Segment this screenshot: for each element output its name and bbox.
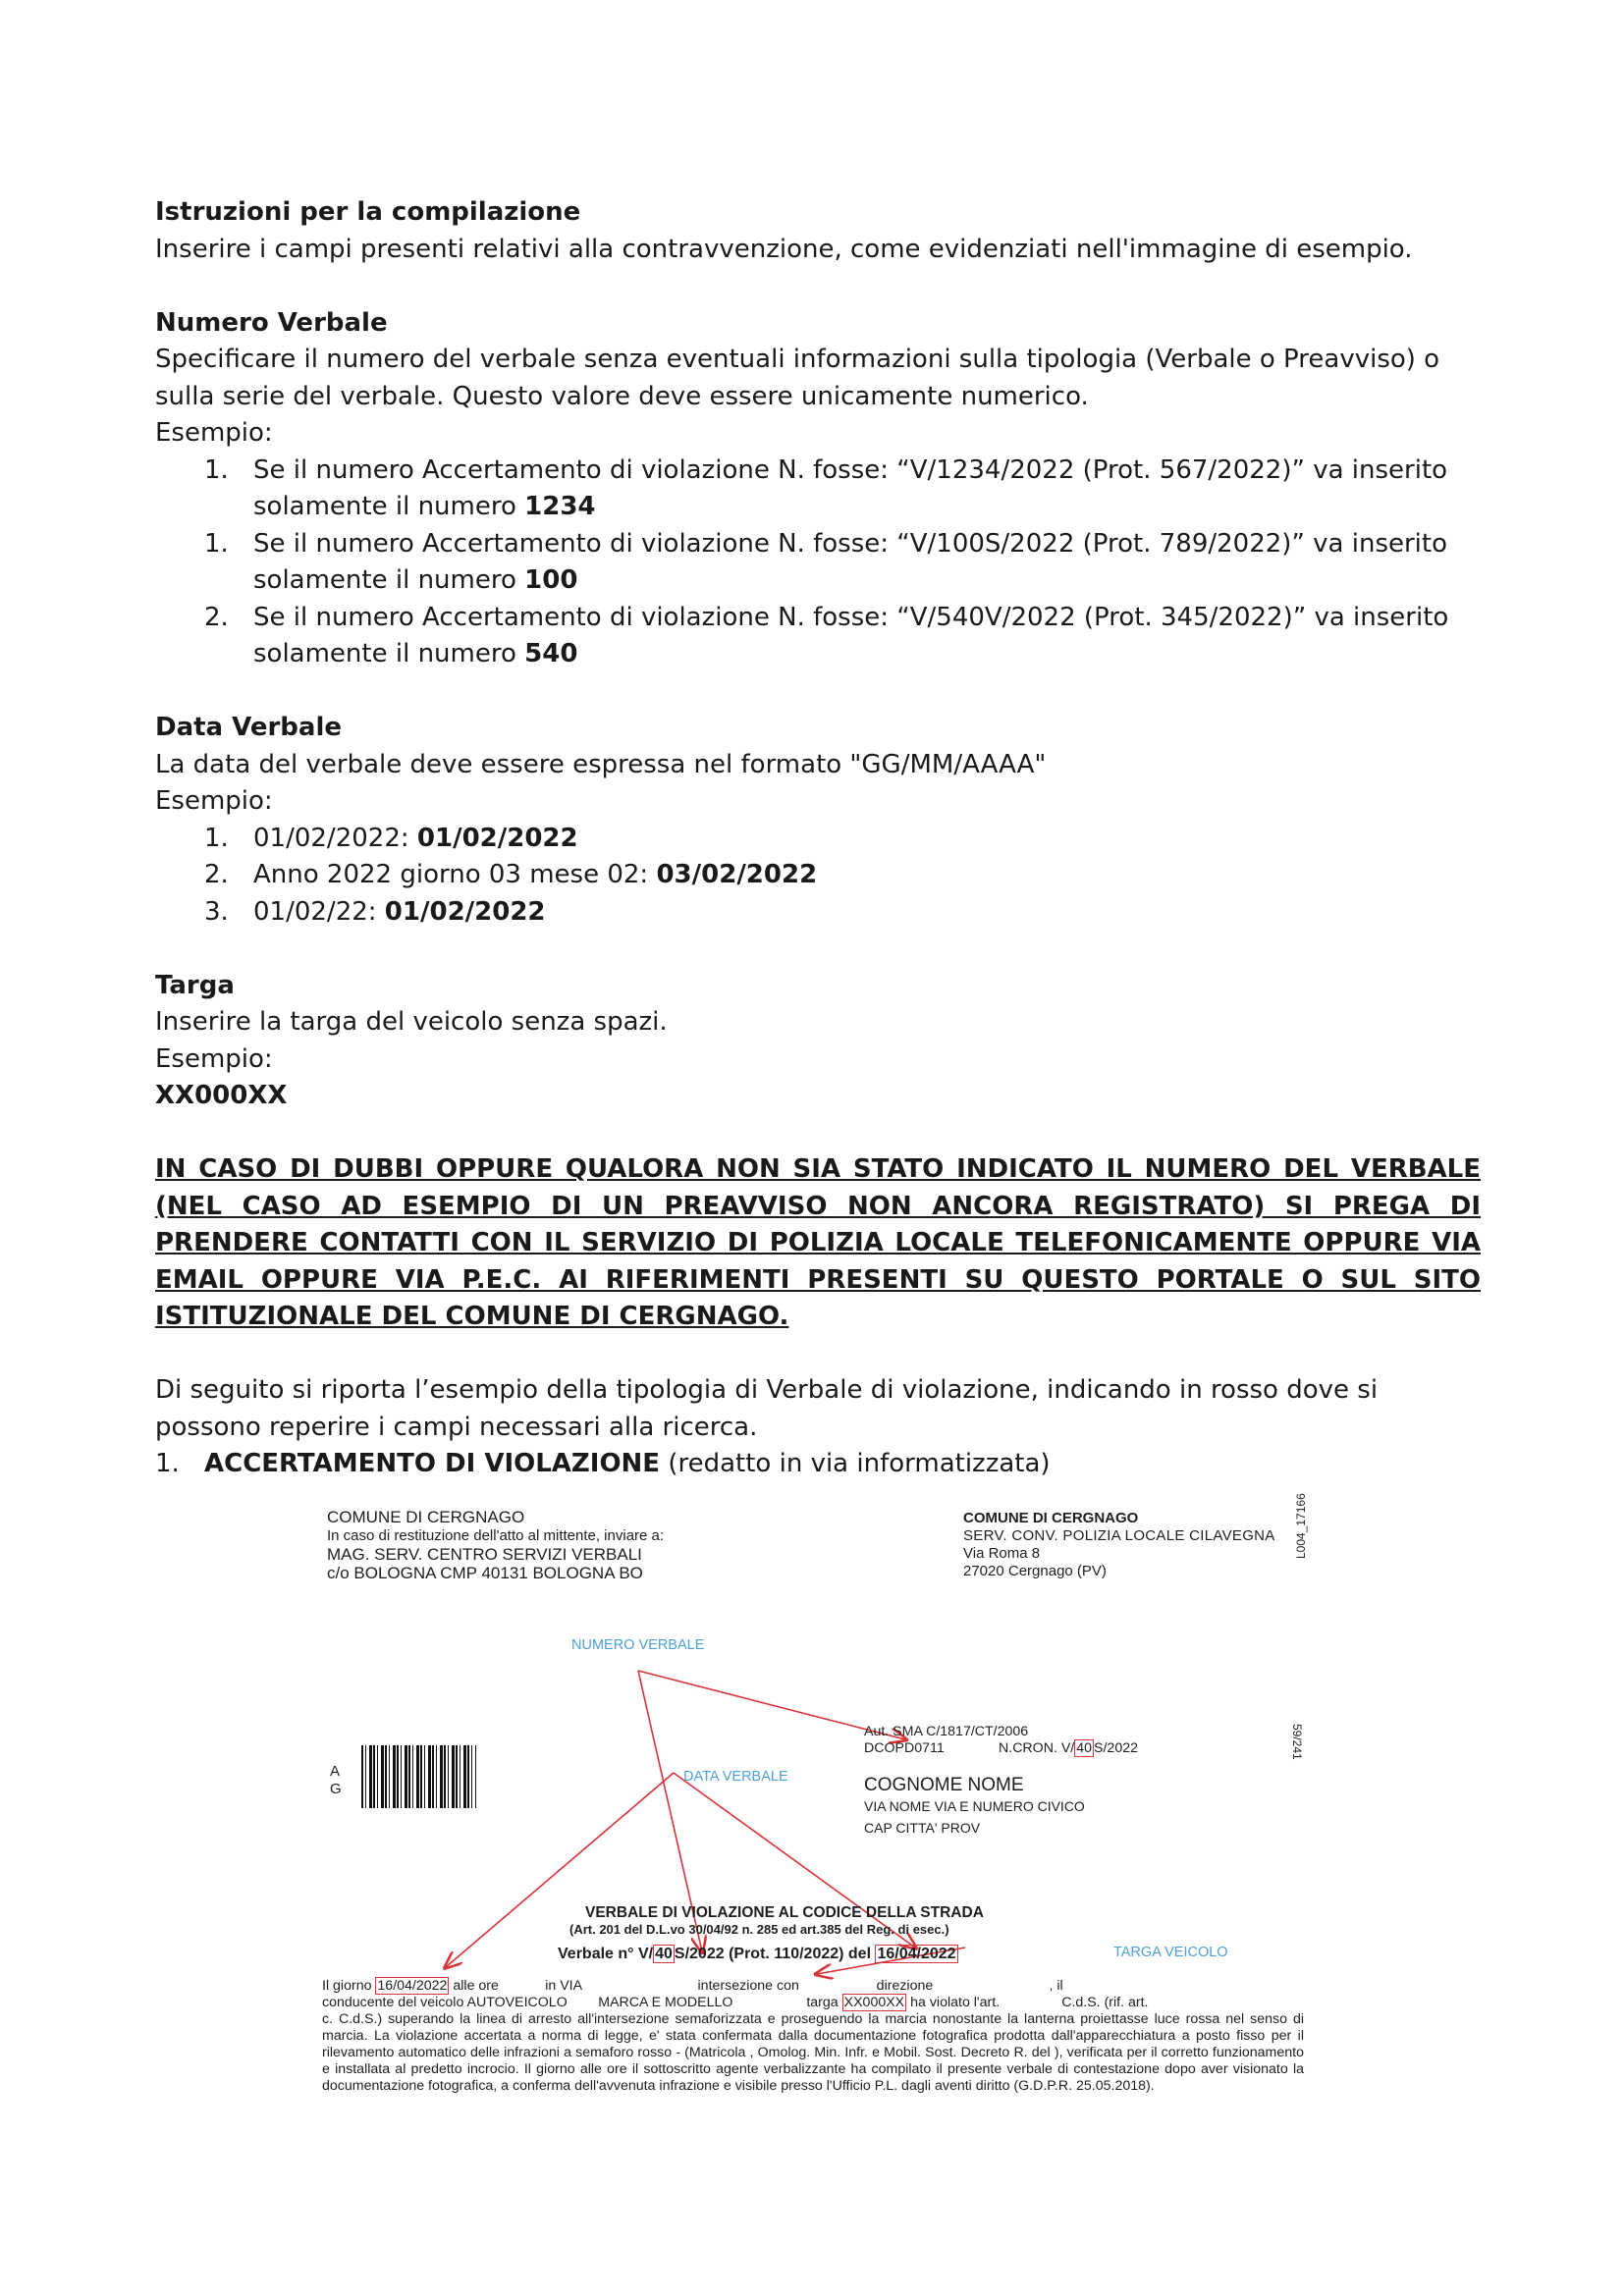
targa-title: Targa [155, 970, 235, 1000]
list-number: 3. [204, 896, 229, 927]
list-item [155, 526, 1481, 600]
office-line-4: 27020 Cergnago (PV) [963, 1563, 1107, 1579]
list-item [155, 600, 1481, 673]
barcode-letters: A G [330, 1763, 342, 1797]
verbale-date-highlight: 16/04/2022 [877, 1946, 956, 1962]
ncron: N.CRON. V/ 40 S/2022 [999, 1740, 1138, 1756]
numero-verbale-text: Specificare il numero del verbale senza eventuali informazioni sulla tipologia (Verbale o Preavviso) o sulla serie del verbale. Questo valore deve essere unicamente numerico. [155, 345, 1440, 411]
label-numero-verbale: NUMERO VERBALE [571, 1637, 705, 1653]
arrow-data-to-body [446, 1773, 674, 1967]
list-number: 1. [204, 823, 229, 853]
instructions-title: Istruzioni per la compilazione [155, 197, 581, 227]
label-targa-veicolo: TARGA VEICOLO [1113, 1945, 1228, 1960]
example-value: 01/02/2022 [416, 823, 578, 853]
sender-line-1: COMUNE DI CERGNAGO [327, 1508, 525, 1526]
list-item [155, 821, 1481, 858]
sender-line-2: In caso di restituzione dell'atto al mittente, inviare a: [327, 1527, 665, 1544]
side-code-2: 59/241 [1290, 1724, 1304, 1760]
list-number: 2. [204, 860, 229, 889]
example-value: 540 [524, 639, 578, 668]
document-subtitle: (Art. 201 del D.L.vo 30/04/92 n. 285 ed art.385 del Reg. di esec.) [569, 1922, 949, 1937]
body-paragraph: c. C.d.S.) superando la linea di arresto all'intersezione semaforizzata e proseguendo la marcia nonostante la lanterna proiettasse luce rossa nel senso di marcia. La violazione accertata a norma di legge, e' stata confermata dalla documentazione fotografica prodotta dall'apparecchiatura a posto fisso per il rilevamento automatico delle infrazioni a semaforo rosso - (Matricola , Omolog. Min. Infr. e Mobil. Sost. Decreto R. del ), verificata per il corretto funzionamento e installata al predetto incrocio. Il giorno alle ore il sottoscritto agente verbalizzante ha compilato il presente verbale di contestazione dopo aver visionato la documentazione fotografica, a conferma dell'avvenuta infrazione e visibile presso l'Ufficio P.L. dagli aventi diritto (G.D.P.R. 25.05.2018). [322, 2011, 1304, 2094]
list-number: 1. [204, 528, 229, 559]
list-item [155, 453, 1481, 526]
example-prefix: 01/02/2022: [253, 823, 417, 853]
side-code: L004_17166 [1294, 1493, 1308, 1559]
example-value: 01/02/2022 [384, 896, 546, 927]
recipient-address: VIA NOME VIA E NUMERO CIVICO [864, 1798, 1085, 1814]
ncron-number-highlight: 40 [1076, 1740, 1093, 1756]
sender-line-3: MAG. SERV. CENTRO SERVIZI VERBALI [327, 1545, 642, 1564]
numero-verbale-example-label: Esempio: [155, 418, 273, 448]
data-verbale-example-label: Esempio: [155, 786, 273, 816]
office-line-3: Via Roma 8 [963, 1545, 1041, 1562]
instructions-text: Inserire i campi presenti relativi alla contravvenzione, come evidenziati nell'immagine di esempio. [155, 234, 1413, 264]
instruction-page [155, 194, 1481, 1483]
list-item [155, 857, 1481, 894]
example-text: Se il numero Accertamento di violazione N. fosse: “V/1234/2022 (Prot. 567/2022)” va inserito [253, 454, 1448, 485]
body-date-highlight: 16/04/2022 [377, 1978, 448, 1994]
sample-verbale-image [312, 1472, 1314, 2150]
verbale-number-line: Verbale n° V/ 40 S/2022 (Prot. 110/2022) del 16/04/2022 [558, 1946, 956, 1962]
example-prefix: Anno 2022 giorno 03 mese 02: [253, 860, 657, 889]
intro-text: Di seguito si riporta l’esempio della tipologia di Verbale di violazione, indicando in rosso dove si possono reperire i campi necessari alla ricerca. [155, 1375, 1379, 1442]
targa-example-label: Esempio: [155, 1043, 273, 1074]
targa-example-value: XX000XX [155, 1081, 288, 1110]
data-verbale-text: La data del verbale deve essere espressa nel formato "GG/MM/AAAA" [155, 749, 1047, 779]
dcop-code: DCOPD0711 [864, 1740, 945, 1756]
aut-sma: Aut. SMA C/1817/CT/2006 [864, 1724, 1029, 1739]
list-number: 1. [204, 454, 229, 485]
recipient-city: CAP CITTA' PROV [864, 1820, 981, 1836]
list-item [155, 894, 1481, 932]
data-verbale-examples [155, 821, 1481, 932]
example-prefix: solamente il numero [253, 492, 525, 521]
office-line-2: SERV. CONV. POLIZIA LOCALE CILAVEGNA [963, 1527, 1275, 1544]
barcode [361, 1745, 476, 1808]
example-prefix: solamente il numero [253, 565, 525, 595]
accertamento-suffix: (redatto in via informatizzata) [660, 1449, 1051, 1478]
example-prefix: solamente il numero [253, 639, 525, 668]
numero-verbale-title: Numero Verbale [155, 307, 388, 338]
example-value: 100 [524, 565, 578, 595]
document-title: VERBALE DI VIOLAZIONE AL CODICE DELLA STRADA [585, 1904, 984, 1921]
data-verbale-title: Data Verbale [155, 713, 343, 742]
example-text: Se il numero Accertamento di violazione N. fosse: “V/540V/2022 (Prot. 345/2022)” va inserito [253, 602, 1449, 632]
list-number: 1. [155, 1449, 180, 1478]
verbale-body: Il giorno 16/04/2022 alle ore in VIA intersezione con direzione , il conducente del veicolo AUTOVEICOLO MARCA E MODELLO targa XX000XX ha violato l'art. C.d.S. (rif. art. c. C.d.S.) superando la linea di arresto all'intersezione semaforizzata e proseguendo la marcia nonostante la lanterna proiettasse luce rossa nel senso di marcia. La violazione accertata a norma di legge, e' stata confermata dalla documentazione fotografica prodotta dall'apparecchiatura a posto fisso per il rilevamento automatico delle infrazioni a semaforo rosso - (Matricola , Omolog. Min. Infr. e Mobil. Sost. Decreto R. del ), verificata per il corretto funzionamento e installata al predetto incrocio. Il giorno alle ore il sottoscritto agente verbalizzante ha compilato il presente verbale di contestazione dopo aver visionato la documentazione fotografica, a conferma dell'avvenuta infrazione e visibile presso l'Ufficio P.L. dagli aventi diritto (G.D.P.R. 25.05.2018). [322, 1978, 1304, 2094]
example-value: 03/02/2022 [656, 860, 818, 889]
accertamento-title: ACCERTAMENTO DI VIOLAZIONE [204, 1449, 661, 1478]
example-value: 1234 [524, 492, 596, 521]
warning-notice: IN CASO DI DUBBI OPPURE QUALORA NON SIA STATO INDICATO IL NUMERO DEL VERBALE (NEL CASO AD ESEMPIO DI UN PREAVVISO NON ANCORA REGISTRATO) SI PREGA DI PRENDERE CONTATTI CON IL SERVIZIO DI POLIZIA LOCALE TELEFONICAMENTE OPPURE VIA EMAIL OPPURE VIA P.E.C. AI RIFERIMENTI PRESENTI SU QUESTO PORTALE O SUL SITO ISTITUZIONALE DEL COMUNE DI CERGNAGO. [155, 1154, 1481, 1331]
body-targa-highlight: XX000XX [843, 1995, 905, 2010]
numero-verbale-examples [155, 453, 1481, 673]
recipient-name: COGNOME NOME [864, 1775, 1024, 1795]
list-number: 2. [204, 602, 229, 632]
verbale-number-highlight: 40 [655, 1946, 673, 1962]
label-data-verbale: DATA VERBALE [683, 1769, 788, 1785]
example-text: Se il numero Accertamento di violazione N. fosse: “V/100S/2022 (Prot. 789/2022)” va inserito [253, 528, 1448, 559]
sender-line-4: c/o BOLOGNA CMP 40131 BOLOGNA BO [327, 1564, 643, 1582]
example-prefix: 01/02/22: [253, 896, 385, 927]
targa-text: Inserire la targa del veicolo senza spazi. [155, 1007, 668, 1037]
office-line-1: COMUNE DI CERGNAGO [963, 1510, 1139, 1526]
